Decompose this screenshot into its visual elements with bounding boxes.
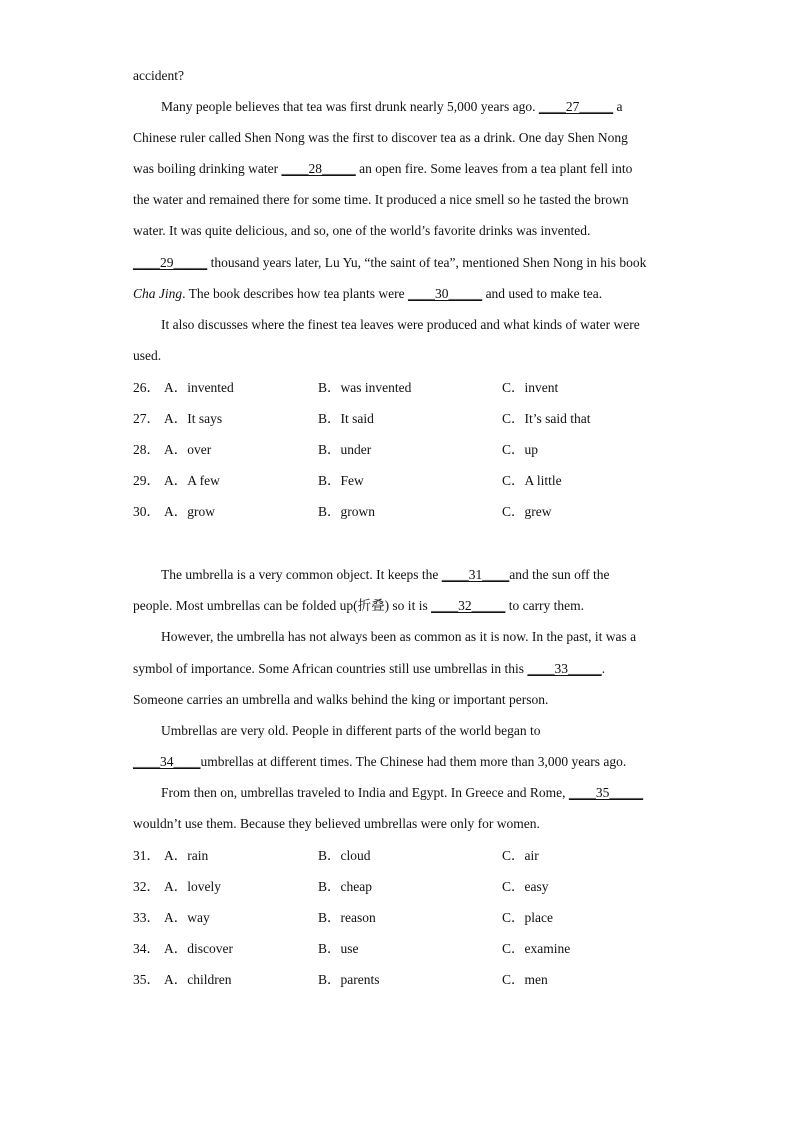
question-number: 26． bbox=[133, 380, 160, 395]
text-segment: However, the umbrella has not always been as common as it is now. In the past, it was a bbox=[161, 629, 637, 644]
option-c[interactable] bbox=[502, 908, 553, 928]
text-segment: . bbox=[601, 661, 606, 676]
option-a[interactable] bbox=[164, 409, 222, 429]
option-text: rain bbox=[187, 848, 209, 863]
question-row bbox=[133, 440, 693, 460]
option-text: parents bbox=[340, 972, 380, 987]
option-letter: C． bbox=[502, 442, 525, 457]
option-letter: B． bbox=[318, 442, 341, 457]
question-number: 32． bbox=[133, 879, 160, 894]
option-c[interactable] bbox=[502, 471, 562, 491]
option-letter: B． bbox=[318, 879, 341, 894]
text-segment: used. bbox=[133, 348, 162, 363]
option-a[interactable] bbox=[164, 440, 211, 460]
answer-blank: ____27_____ bbox=[538, 99, 614, 114]
option-b[interactable] bbox=[318, 502, 375, 522]
text-line bbox=[133, 659, 605, 679]
option-letter: C． bbox=[502, 380, 525, 395]
option-letter: A． bbox=[164, 380, 188, 395]
text-line bbox=[133, 346, 161, 366]
question-number: 30． bbox=[133, 504, 160, 519]
text-segment: people. Most umbrellas can be folded up(折叠) so it is bbox=[133, 598, 432, 613]
option-text: up bbox=[524, 442, 539, 457]
text-segment: umbrellas at different times. The Chinese had them more than 3,000 years ago. bbox=[200, 754, 627, 769]
text-segment: accident? bbox=[133, 68, 184, 83]
text-segment: thousand years later, Lu Yu, “the saint of tea”, mentioned Shen Nong in his book bbox=[207, 255, 647, 270]
text-segment: From then on, umbrellas traveled to India and Egypt. In Greece and Rome, bbox=[161, 785, 569, 800]
answer-blank: ____30_____ bbox=[407, 286, 483, 301]
option-text: use bbox=[340, 941, 359, 956]
text-line bbox=[161, 315, 640, 335]
text-segment: symbol of importance. Some African countries still use umbrellas in this bbox=[133, 661, 528, 676]
option-text: cheap bbox=[340, 879, 372, 894]
text-segment: was boiling drinking water bbox=[133, 161, 282, 176]
text-segment: The umbrella is a very common object. It keeps the bbox=[161, 567, 442, 582]
question-number: 28． bbox=[133, 442, 160, 457]
option-letter: C． bbox=[502, 473, 525, 488]
text-segment: Umbrellas are very old. People in different parts of the world began to bbox=[161, 723, 541, 738]
option-c[interactable] bbox=[502, 939, 570, 959]
option-c[interactable] bbox=[502, 440, 538, 460]
question-row bbox=[133, 970, 693, 990]
text-segment: Many people believes that tea was first drunk nearly 5,000 years ago. bbox=[161, 99, 539, 114]
option-text: air bbox=[524, 848, 539, 863]
option-text: men bbox=[524, 972, 548, 987]
option-text: examine bbox=[524, 941, 571, 956]
question-row bbox=[133, 877, 693, 897]
text-segment: wouldn’t use them. Because they believed umbrellas were only for women. bbox=[133, 816, 540, 831]
option-a[interactable] bbox=[164, 908, 210, 928]
option-letter: C． bbox=[502, 879, 525, 894]
answer-blank: ____34____ bbox=[133, 754, 201, 769]
text-line bbox=[133, 814, 540, 834]
option-c[interactable] bbox=[502, 502, 552, 522]
option-c[interactable] bbox=[502, 877, 549, 897]
text-line bbox=[133, 752, 626, 772]
option-letter: B． bbox=[318, 411, 341, 426]
option-text: Few bbox=[340, 473, 364, 488]
option-b[interactable] bbox=[318, 970, 380, 990]
option-b[interactable] bbox=[318, 471, 364, 491]
option-text: way bbox=[187, 910, 210, 925]
text-line bbox=[161, 97, 623, 117]
text-line bbox=[161, 627, 636, 647]
question-row bbox=[133, 908, 693, 928]
question-row bbox=[133, 846, 693, 866]
option-text: invent bbox=[524, 380, 559, 395]
option-text: reason bbox=[340, 910, 376, 925]
option-b[interactable] bbox=[318, 409, 374, 429]
text-line bbox=[133, 190, 629, 210]
option-letter: B． bbox=[318, 504, 341, 519]
text-segment: and used to make tea. bbox=[482, 286, 603, 301]
text-segment: the water and remained there for some time. It produced a nice smell so he tasted the brown bbox=[133, 192, 629, 207]
option-b[interactable] bbox=[318, 846, 371, 866]
answer-blank: ____35_____ bbox=[568, 785, 644, 800]
option-a[interactable] bbox=[164, 877, 221, 897]
text-line bbox=[133, 221, 590, 241]
option-b[interactable] bbox=[318, 908, 376, 928]
option-b[interactable] bbox=[318, 440, 371, 460]
question-number: 31． bbox=[133, 848, 160, 863]
answer-blank: ____29_____ bbox=[133, 255, 208, 270]
question-number: 33． bbox=[133, 910, 160, 925]
text-line bbox=[133, 284, 602, 304]
option-text: lovely bbox=[187, 879, 221, 894]
option-letter: B． bbox=[318, 848, 341, 863]
answer-blank: ____28_____ bbox=[281, 161, 356, 176]
option-letter: A． bbox=[164, 442, 188, 457]
option-text: under bbox=[340, 442, 372, 457]
option-letter: B． bbox=[318, 473, 341, 488]
text-line bbox=[133, 596, 584, 616]
option-letter: B． bbox=[318, 380, 341, 395]
option-letter: C． bbox=[502, 504, 525, 519]
option-text: A little bbox=[524, 473, 562, 488]
option-text: invented bbox=[187, 380, 234, 395]
question-row bbox=[133, 378, 693, 398]
option-text: grew bbox=[524, 504, 552, 519]
option-letter: C． bbox=[502, 411, 525, 426]
option-c[interactable] bbox=[502, 378, 558, 398]
question-number: 35． bbox=[133, 972, 160, 987]
option-text: It says bbox=[187, 411, 223, 426]
option-letter: B． bbox=[318, 910, 341, 925]
option-text: discover bbox=[187, 941, 233, 956]
option-letter: A． bbox=[164, 473, 188, 488]
book-title: Cha Jing bbox=[133, 286, 183, 301]
question-row bbox=[133, 409, 693, 429]
option-letter: C． bbox=[502, 848, 525, 863]
option-text: over bbox=[187, 442, 212, 457]
option-a[interactable] bbox=[164, 502, 215, 522]
text-line bbox=[133, 159, 632, 179]
text-line bbox=[133, 253, 646, 273]
question-row bbox=[133, 939, 693, 959]
text-line bbox=[133, 66, 184, 86]
option-letter: A． bbox=[164, 879, 188, 894]
text-segment: an open fire. Some leaves from a tea plant fell into bbox=[355, 161, 633, 176]
option-letter: B． bbox=[318, 972, 341, 987]
text-line bbox=[161, 721, 541, 741]
option-text: grow bbox=[187, 504, 215, 519]
question-number: 27． bbox=[133, 411, 160, 426]
option-text: children bbox=[187, 972, 232, 987]
answer-blank: ____33_____ bbox=[527, 661, 602, 676]
option-text: A few bbox=[187, 473, 220, 488]
option-letter: B． bbox=[318, 941, 341, 956]
text-segment: It also discusses where the finest tea leaves were produced and what kinds of water were bbox=[161, 317, 640, 332]
option-letter: A． bbox=[164, 504, 188, 519]
option-a[interactable] bbox=[164, 939, 233, 959]
text-segment: and the sun off the bbox=[509, 567, 610, 582]
option-text: easy bbox=[524, 879, 549, 894]
option-c[interactable] bbox=[502, 846, 539, 866]
option-letter: A． bbox=[164, 848, 188, 863]
option-letter: A． bbox=[164, 941, 188, 956]
option-a[interactable] bbox=[164, 846, 208, 866]
text-segment: to carry them. bbox=[505, 598, 585, 613]
option-a[interactable] bbox=[164, 970, 231, 990]
text-segment: water. It was quite delicious, and so, one of the world’s favorite drinks was invented. bbox=[133, 223, 591, 238]
text-segment: a bbox=[613, 99, 623, 114]
option-letter: A． bbox=[164, 910, 188, 925]
option-text: was invented bbox=[340, 380, 412, 395]
text-line bbox=[161, 565, 610, 585]
option-c[interactable] bbox=[502, 970, 548, 990]
option-c[interactable] bbox=[502, 409, 591, 429]
option-a[interactable] bbox=[164, 378, 234, 398]
option-letter: C． bbox=[502, 972, 525, 987]
option-letter: A． bbox=[164, 411, 188, 426]
question-number: 29． bbox=[133, 473, 160, 488]
text-segment: Chinese ruler called Shen Nong was the first to discover tea as a drink. One day Shen Nong bbox=[133, 130, 628, 145]
option-text: grown bbox=[340, 504, 376, 519]
option-letter: C． bbox=[502, 910, 525, 925]
answer-blank: ____31____ bbox=[441, 567, 510, 582]
option-letter: C． bbox=[502, 941, 525, 956]
text-segment: . The book describes how tea plants were bbox=[182, 286, 408, 301]
question-number: 34． bbox=[133, 941, 160, 956]
text-line bbox=[161, 783, 643, 803]
text-line bbox=[133, 690, 548, 710]
option-b[interactable] bbox=[318, 939, 359, 959]
option-text: cloud bbox=[340, 848, 371, 863]
text-segment: Someone carries an umbrella and walks behind the king or important person. bbox=[133, 692, 549, 707]
option-letter: A． bbox=[164, 972, 188, 987]
option-b[interactable] bbox=[318, 877, 372, 897]
text-line bbox=[133, 128, 628, 148]
option-text: It said bbox=[340, 411, 374, 426]
option-text: place bbox=[524, 910, 553, 925]
question-row bbox=[133, 502, 693, 522]
option-b[interactable] bbox=[318, 378, 411, 398]
option-text: It’s said that bbox=[524, 411, 591, 426]
answer-blank: ____32_____ bbox=[431, 598, 506, 613]
question-row bbox=[133, 471, 693, 491]
option-a[interactable] bbox=[164, 471, 220, 491]
